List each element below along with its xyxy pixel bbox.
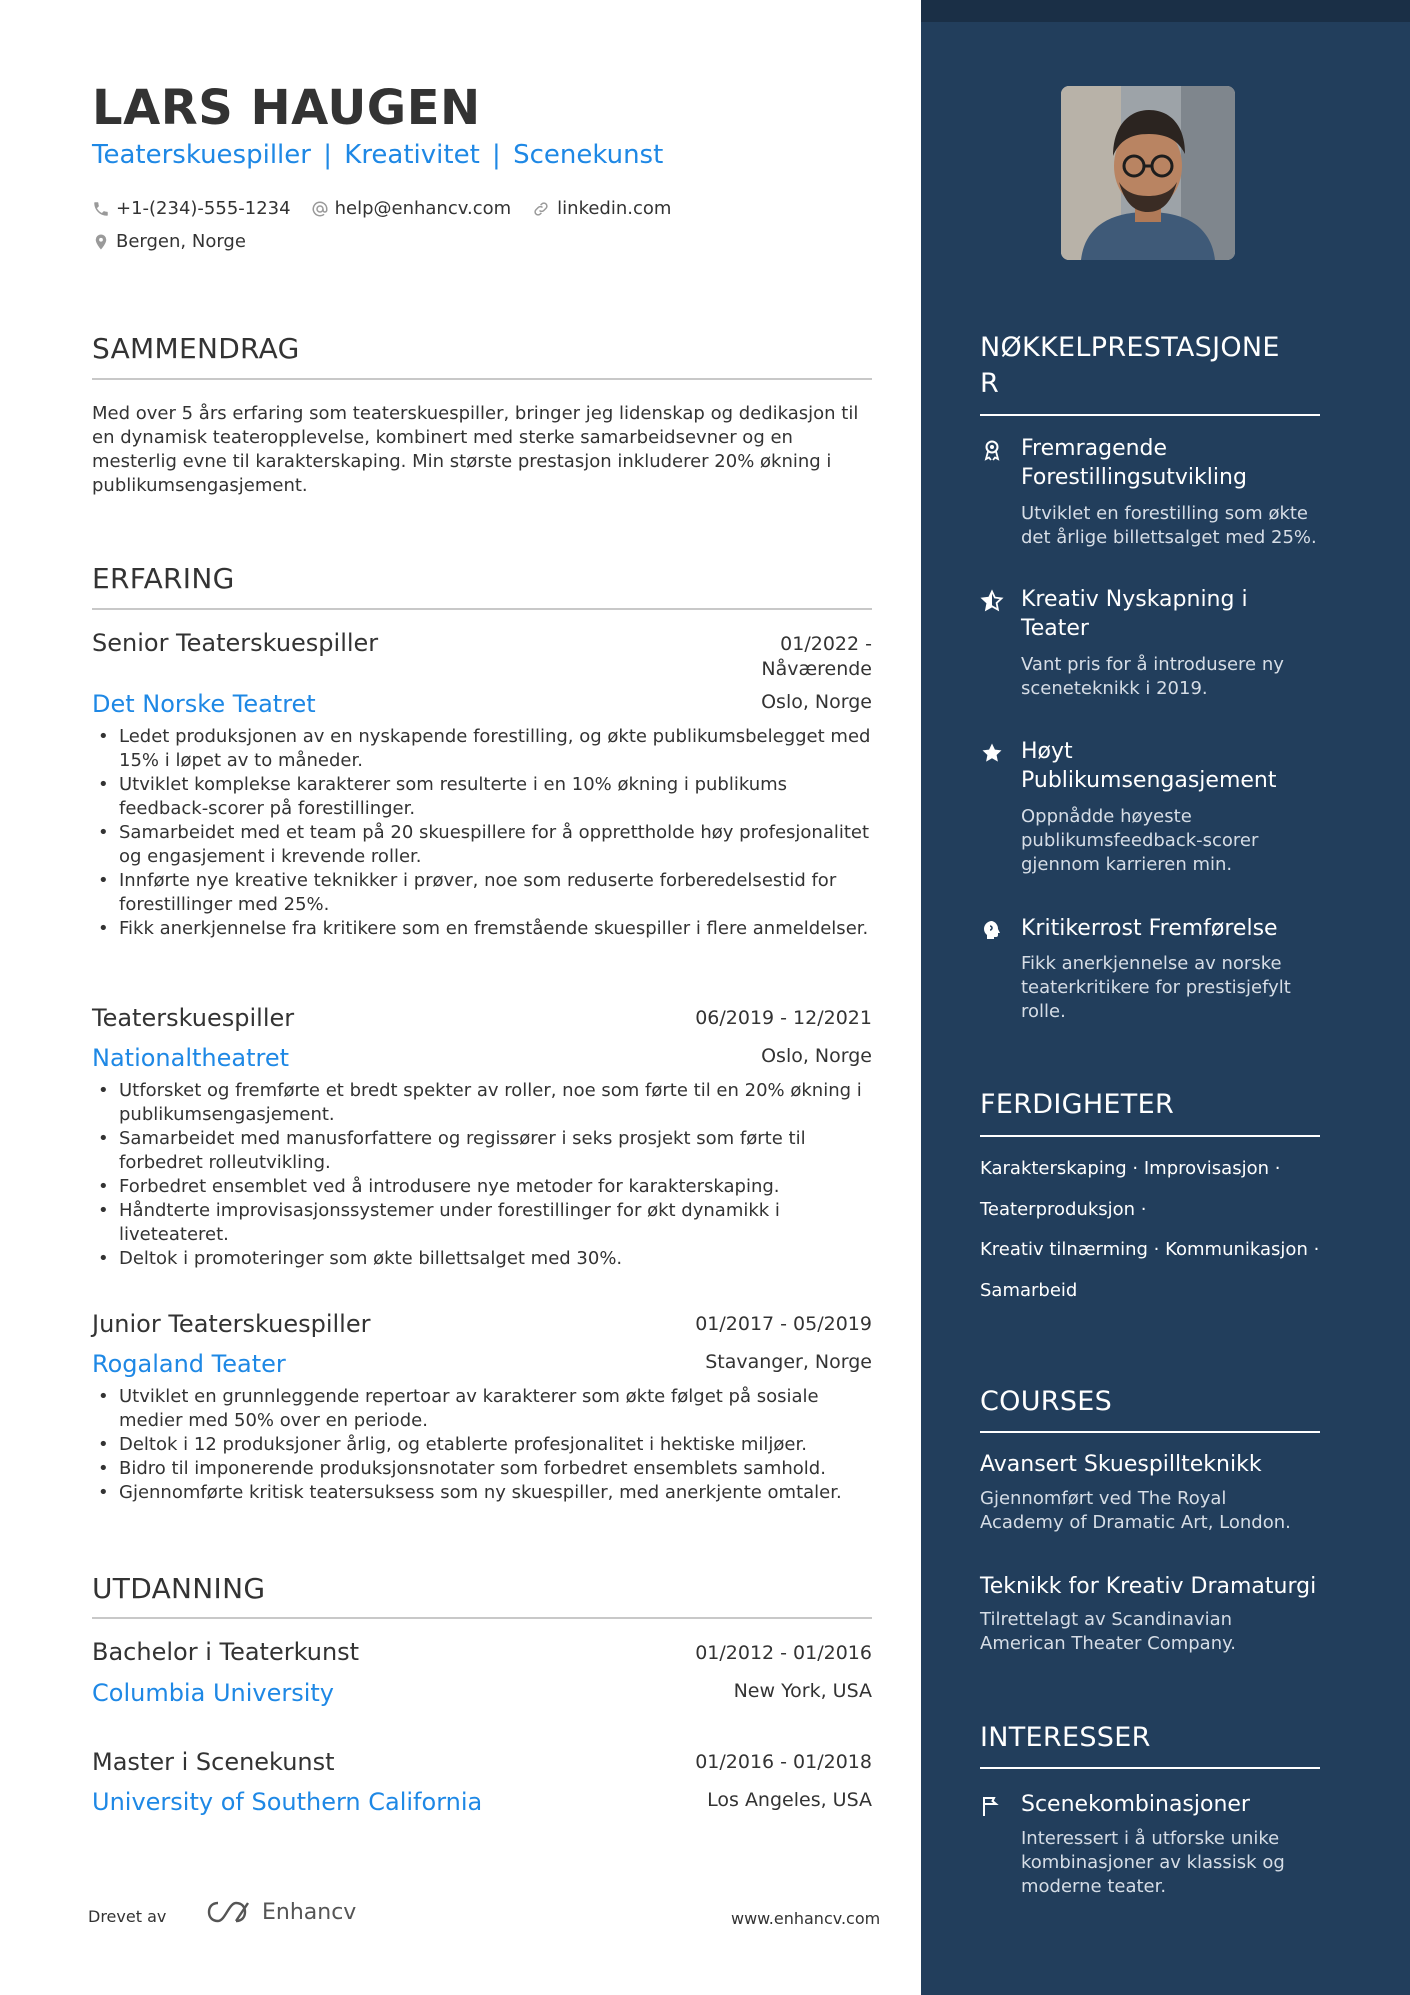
job-bullet: • Gjennomførte kritisk teatersuksess som ny skuespiller, med anerkjente omtaler. xyxy=(92,1481,872,1505)
phone-text: +1-(234)-555-1234 xyxy=(116,198,291,219)
award-ribbon-icon xyxy=(980,438,1004,462)
job-location: Oslo, Norge xyxy=(761,691,872,713)
at-icon xyxy=(311,200,329,218)
enhancv-logo[interactable] xyxy=(206,1899,356,1925)
job-bullet: • Fikk anerkjennelse fra kritikere som en fremstående skuespiller i flere anmeldelser. xyxy=(92,917,872,941)
email-contact[interactable] xyxy=(311,198,512,219)
job-bullet: • Innførte nye kreative teknikker i prøver, noe som reduserte forberedelsestid for forestillinger med 25%. xyxy=(92,869,872,917)
achievement-title: Kritikerrost Fremførelse xyxy=(1021,916,1278,941)
degree-title: Master i Scenekunst xyxy=(92,1748,335,1776)
job-bullet: • Utviklet en grunnleggende repertoar av karakterer som økte følget på sosiale medier med 50% over en periode. xyxy=(92,1385,872,1433)
contact-row xyxy=(92,198,691,219)
skills-line: Kreativ tilnærming · Kommunikasjon · xyxy=(980,1239,1320,1260)
degree-date: 01/2016 - 01/2018 xyxy=(695,1751,872,1773)
tagline-item: Teaterskuespiller xyxy=(92,140,311,170)
job-bullet: • Samarbeidet med et team på 20 skuespillere for å opprettholde høy profesjonalitet og engasjement i krevende roller. xyxy=(92,821,872,869)
degree-date: 01/2012 - 01/2016 xyxy=(695,1642,872,1664)
achievement-title: Kreativ Nyskapning i Teater xyxy=(1021,587,1248,641)
job-title: Teaterskuespiller xyxy=(92,1004,295,1032)
interest-title: Scenekombinasjoner xyxy=(1021,1792,1250,1817)
courses-heading: COURSES xyxy=(980,1386,1113,1417)
brain-icon xyxy=(980,918,1004,942)
location-contact xyxy=(92,231,246,252)
profile-photo-image xyxy=(1061,86,1235,260)
achievement-desc: Vant pris for å introdusere ny sceneteknikk i 2019. xyxy=(1021,654,1284,699)
achievements-heading-line: R xyxy=(980,368,1000,399)
summary-divider xyxy=(92,378,872,380)
star-icon xyxy=(980,741,1004,765)
job-bullet: • Forbedret ensemblet ved å introdusere nye metoder for karakterskaping. xyxy=(92,1175,872,1199)
school-location: New York, USA xyxy=(733,1680,872,1702)
degree-title: Bachelor i Teaterkunst xyxy=(92,1638,360,1666)
job-bullet: • Samarbeidet med manusforfattere og regissører i seks prosjekt som førte til forbedret rolleutvikling. xyxy=(92,1127,872,1175)
education-heading: UTDANNING xyxy=(92,1572,266,1605)
interests-divider xyxy=(980,1767,1320,1769)
job-bullet: • Bidro til imponerende produksjonsnotater som forbedret ensemblets samhold. xyxy=(92,1457,872,1481)
email-text: help@enhancv.com xyxy=(334,198,512,219)
interest-desc: Interessert i å utforske unike kombinasjoner av klassisk og moderne teater. xyxy=(1021,1828,1285,1897)
interests-heading: INTERESSER xyxy=(980,1722,1151,1753)
job-bullets xyxy=(92,1079,872,1271)
job-bullet: • Deltok i 12 produksjoner årlig, og etablerte profesjonalitet i hektiske miljøer. xyxy=(92,1433,872,1457)
course-title: Avansert Skuespillteknikk xyxy=(980,1452,1262,1477)
map-pin-icon xyxy=(92,232,110,252)
achievement-title: Fremragende Forestillingsutvikling xyxy=(1021,436,1247,490)
job-bullet: • Deltok i promoteringer som økte billettsalget med 30%. xyxy=(92,1247,872,1271)
phone-icon xyxy=(92,200,110,218)
candidate-name: LARS HAUGEN xyxy=(92,80,481,136)
job-date: 06/2019 - 12/2021 xyxy=(695,1007,872,1029)
enhancv-logo-icon xyxy=(206,1899,256,1925)
profile-photo xyxy=(1061,86,1235,260)
skills-line: Teaterproduksjon · xyxy=(980,1199,1147,1220)
experience-divider xyxy=(92,608,872,610)
skills-divider xyxy=(980,1135,1320,1137)
job-bullet: • Utviklet komplekse karakterer som resulterte i en 10% økning i publikums feedback-scorer på forestillinger. xyxy=(92,773,872,821)
location-text: Bergen, Norge xyxy=(116,231,246,252)
tagline-item: Kreativitet xyxy=(344,140,480,170)
tagline-item: Scenekunst xyxy=(513,140,664,170)
job-bullets xyxy=(92,1385,872,1505)
skills-line: Karakterskaping · Improvisasjon · xyxy=(980,1158,1281,1179)
course-desc: Gjennomført ved The Royal Academy of Dramatic Art, London. xyxy=(980,1488,1291,1533)
job-bullet: • Utforsket og fremførte et bredt spekter av roller, noe som førte til en 20% økning i publikumsengasjement. xyxy=(92,1079,872,1127)
tagline xyxy=(92,140,663,170)
courses-divider xyxy=(980,1431,1320,1433)
summary-heading: SAMMENDRAG xyxy=(92,332,300,365)
job-location: Stavanger, Norge xyxy=(705,1351,872,1373)
school-location: Los Angeles, USA xyxy=(707,1789,872,1811)
skills-line: Samarbeid xyxy=(980,1280,1078,1301)
job-company[interactable]: Nationaltheatret xyxy=(92,1044,290,1072)
flag-icon xyxy=(980,1794,1004,1818)
summary-text: Med over 5 års erfaring som teaterskuespiller, bringer jeg lidenskap og dedikasjon til en dynamisk teateropplevelse, kombinert med sterke samarbeidsevner og en mesterlig evne til karakterskaping. Min største prestasjon inkluderer 20% økning i publikumsengasjement. xyxy=(92,403,859,496)
skills-heading: FERDIGHETER xyxy=(980,1089,1175,1120)
tagline-separator: | xyxy=(323,140,332,170)
job-title: Senior Teaterskuespiller xyxy=(92,629,379,657)
phone-contact[interactable] xyxy=(92,198,291,219)
sidebar xyxy=(921,0,1410,1995)
sidebar-top-strip xyxy=(921,0,1410,22)
linkedin-text: linkedin.com xyxy=(557,198,672,219)
brand-name: Enhancv xyxy=(262,1899,357,1925)
job-bullet: • Håndterte improvisasjonssystemer under forestillinger for økt dynamikk i liveteateret. xyxy=(92,1199,872,1247)
job-date: 01/2017 - 05/2019 xyxy=(695,1313,872,1335)
education-divider xyxy=(92,1617,872,1619)
achievement-desc: Utviklet en forestilling som økte det årlige billettsalget med 25%. xyxy=(1021,503,1317,548)
linkedin-contact[interactable] xyxy=(531,198,671,219)
footer-url[interactable]: www.enhancv.com xyxy=(731,1909,881,1928)
job-bullet: • Ledet produksjonen av en nyskapende forestilling, og økte publikumsbelegget med 15% i løpet av to måneder. xyxy=(92,725,872,773)
achievement-title: Høyt Publikumsengasjement xyxy=(1021,739,1277,793)
link-icon xyxy=(531,200,551,218)
job-company[interactable]: Rogaland Teater xyxy=(92,1350,286,1378)
school-name[interactable]: Columbia University xyxy=(92,1679,335,1707)
course-desc: Tilrettelagt av Scandinavian American Theater Company. xyxy=(980,1609,1236,1654)
achievements-divider xyxy=(980,414,1320,416)
job-company[interactable]: Det Norske Teatret xyxy=(92,690,316,718)
star-half-icon xyxy=(980,589,1004,613)
achievement-desc: Oppnådde høyeste publikumsfeedback-scorer gjennom karrieren min. xyxy=(1021,806,1259,875)
achievement-desc: Fikk anerkjennelse av norske teaterkritikere for prestisjefylt rolle. xyxy=(1021,953,1291,1022)
job-date: 01/2022 - Nåværende xyxy=(761,633,872,680)
achievements-heading xyxy=(980,330,1320,402)
experience-heading: ERFARING xyxy=(92,562,235,595)
job-title: Junior Teaterskuespiller xyxy=(92,1310,371,1338)
achievements-heading-line: NØKKELPRESTASJONE xyxy=(980,332,1280,363)
powered-by-label: Drevet av xyxy=(88,1907,167,1926)
job-location: Oslo, Norge xyxy=(761,1045,872,1067)
job-bullets xyxy=(92,725,872,941)
course-title: Teknikk for Kreativ Dramaturgi xyxy=(980,1574,1317,1599)
location-row xyxy=(92,231,266,252)
school-name[interactable]: University of Southern California xyxy=(92,1788,483,1816)
tagline-separator: | xyxy=(492,140,501,170)
